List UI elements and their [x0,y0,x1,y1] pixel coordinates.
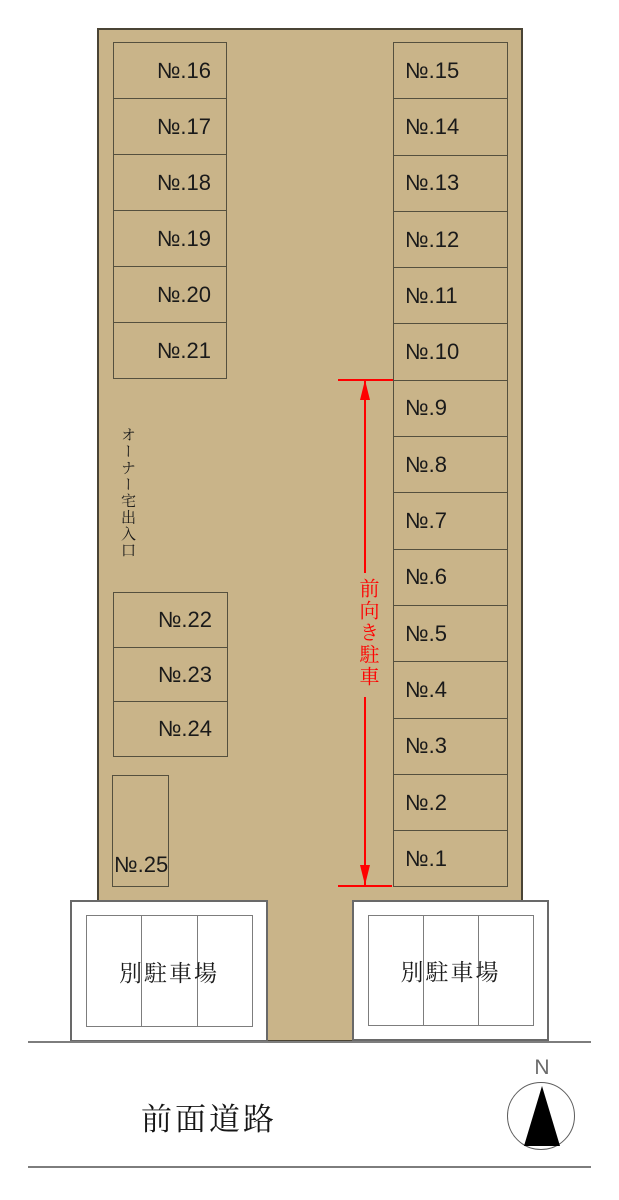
stall-label: №.9 [405,395,447,421]
stall-label: №.5 [405,620,447,646]
stall-label: №.10 [405,339,460,365]
stall-label: №.22 [157,606,212,632]
stall-label: №.8 [405,451,447,477]
parking-stall [393,549,508,606]
stall-label: №.25 [114,852,169,877]
owner-entrance-label: オーナー宅出入口 [119,427,136,559]
compass-north-label: N [534,1056,550,1079]
parking-stall [393,436,508,493]
dimension-tick-bottom [338,885,392,887]
front-road-label: 前面道路 [141,1102,277,1137]
parking-stall [113,701,228,757]
stall-column-left-upper [113,42,227,379]
parking-stall-25 [112,775,169,887]
stall-label: №.23 [157,661,212,687]
parking-stall [393,155,508,212]
stall-label: №.7 [405,508,447,534]
stall-label: №.21 [156,337,211,363]
stall-label: №.14 [405,113,460,139]
parking-stall [113,647,228,703]
parking-stall [113,42,227,99]
road-bottom-line [28,1166,591,1168]
parking-stall [113,154,227,211]
stall-label: №.6 [405,564,447,590]
dimension-line-lower [364,697,366,885]
parking-stall [393,323,508,380]
road-top-line [28,1041,591,1043]
stall-label: №.12 [405,226,460,252]
parking-stall [113,322,227,379]
stall-label: №.1 [405,845,447,871]
stall-label: №.13 [405,170,460,196]
stall-label: №.18 [156,169,211,195]
arrow-down-icon [360,865,370,885]
parking-stall [393,830,508,887]
aux-parking-lot-right [352,900,549,1041]
stall-label: №.17 [156,113,211,139]
stall-label: №.2 [405,789,447,815]
parking-stall [113,98,227,155]
parking-stall [393,267,508,324]
parking-stall [393,380,508,437]
parking-stall [113,266,227,323]
stall-label: №.4 [405,676,447,702]
parking-stall [393,492,508,549]
stall-label: №.11 [405,282,458,308]
parking-stall [393,605,508,662]
stall-label: №.15 [405,57,460,83]
aux-parking-lot-left [70,900,268,1042]
stall-label: №.3 [405,733,447,759]
front-parking-label: 前向き駐車 [356,578,378,688]
parking-stall [113,210,227,267]
parking-stall [113,592,228,648]
dimension-line-upper [364,381,366,573]
parking-stall [393,661,508,718]
aux-lot-label: 別駐車場 [400,959,501,985]
stall-column-right [393,42,508,887]
stall-label: №.19 [156,225,211,251]
parking-stall [393,718,508,775]
stall-label: №.20 [156,281,211,307]
stall-label: №.24 [157,716,212,742]
stall-column-left-lower [113,592,228,757]
arrow-up-icon [360,380,370,400]
compass-needle-icon [524,1086,560,1146]
aux-lot-label: 別駐車場 [119,959,219,986]
stall-label: №.16 [156,57,211,83]
parking-stall [393,98,508,155]
parking-stall [393,211,508,268]
parking-stall [393,774,508,831]
parking-stall [393,42,508,99]
